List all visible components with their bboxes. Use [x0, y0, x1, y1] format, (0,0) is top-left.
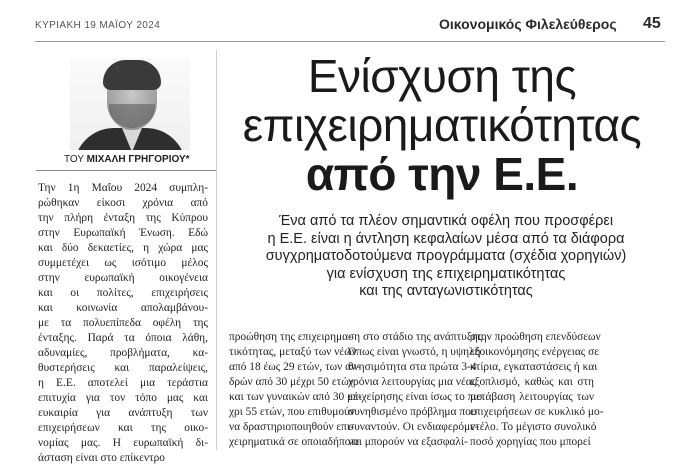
byline-prefix: ΤΟΥ — [64, 154, 84, 165]
column-line: συνηθισμένο πρόβλημα που — [348, 406, 477, 418]
column-line: αδυναμίες, προβλήματα, κα- — [38, 347, 208, 359]
headline-line-2: επιχειρηματικότητας — [242, 99, 642, 151]
header-date: ΚΥΡΙΑΚΗ 19 ΜΑΪΟΥ 2024 — [35, 20, 161, 31]
column-line: δρών από 30 μέχρι 50 ετών — [229, 376, 354, 388]
column-line: στην Ευρωπαϊκή Ένωση. Εδώ — [38, 227, 208, 239]
headline — [222, 52, 662, 199]
column-line: τικότητας, μεταξύ των νέων — [229, 346, 357, 358]
column-line: ρώθηκαν είκοσι χρόνια από — [38, 197, 208, 209]
column-line: συναντούν. Οι ενδιαφερόμε- — [348, 421, 479, 433]
article-column-2 — [229, 330, 362, 450]
column-line: εξοπλισμό, καθώς και στη — [470, 376, 594, 388]
column-line: και κοινωνία απολαμβάνου- — [38, 302, 208, 314]
column-line: επιχειρήσεων σε κυκλικό μο- — [470, 406, 604, 418]
page-number: 45 — [643, 15, 661, 32]
column-line: προώθηση της επιχειρημα- — [229, 331, 352, 343]
column-line: επιχειρήσεων και της οικο- — [38, 422, 208, 434]
column-divider — [216, 50, 217, 450]
column-line: Την 1η Μαΐου 2024 συμπλη- — [38, 182, 208, 194]
byline-author: ΜΙΧΑΛΗ ΓΡΗΓΟΡΙΟΥ* — [86, 154, 190, 165]
headline-line-1: Ενίσχυση της — [307, 50, 577, 102]
column-line: νοι μπορούν να εξασφαλί- — [348, 436, 468, 448]
column-line: θυστερήσεις και παραλείψεις, — [38, 362, 208, 374]
column-line: και οι πολίτες, επιχειρήσεις — [38, 287, 208, 299]
column-line: επιχείρησης είναι ίσως το πιο — [348, 391, 483, 403]
subhead-line-2: η Ε.Ε. είναι η άντληση κεφαλαίων μέσα από τα διάφορα — [267, 230, 625, 247]
column-line: ένταξης. Παρά τα όποια λάθη, — [38, 332, 208, 344]
header-rule — [35, 41, 665, 42]
column-line: η Ε.Ε. αποτελεί μια τεράστια — [38, 377, 208, 389]
byline-rule — [36, 170, 216, 171]
column-line: στην ευρωπαϊκή οικογένεια — [38, 272, 208, 284]
column-line: ντέλο. Το μέγιστο συνολικό — [470, 421, 597, 433]
byline — [64, 154, 190, 165]
headline-line-3: από την Ε.Ε. — [305, 148, 579, 200]
column-line: μετάβαση λειτουργίας των — [470, 391, 594, 403]
column-line: ποσό χορηγίας που μπορεί — [470, 436, 591, 448]
subheadline — [236, 213, 656, 301]
column-line: στην προώθηση επενδύσεων — [470, 331, 601, 343]
column-line: θνησιμότητα στα πρώτα 3-4 — [348, 361, 477, 373]
subhead-line-3: συγχρηματοδοτούμενα προγράμματα (σχέδια χορηγιών) — [265, 248, 627, 264]
article-column-3 — [348, 330, 486, 450]
column-line: να δραστηριοποιηθούν επι- — [229, 421, 354, 433]
column-line: άσταση είναι στο επίκεντρο — [38, 452, 165, 464]
column-line: χειρηματικά σε οποιαδήποτε — [229, 436, 360, 448]
column-line: επιτυχία για τον τόπο μας και — [38, 392, 208, 404]
column-line: χρι 55 ετών, που επιθυμούν — [229, 406, 355, 418]
article-column-4 — [470, 330, 604, 450]
column-line: νομίας μας. Η ευρωπαϊκή δι- — [38, 437, 208, 449]
column-line: την πλήρη ένταξη της Κύπρου — [38, 212, 208, 224]
column-line: Όπως είναι γνωστό, η υψηλή — [348, 346, 481, 358]
article-column-1 — [38, 181, 208, 466]
column-line: εξοικονόμησης ενέργειας σε — [470, 346, 600, 358]
column-line: ση στο στάδιο της ανάπτυξης. — [348, 331, 486, 343]
subhead-line-4: για ενίσχυση της επιχειρηματικότητας — [326, 265, 566, 282]
subhead-line-5: και της ανταγωνιστικότητας — [359, 283, 533, 299]
column-line: κτίρια, εγκαταστάσεις ή και — [470, 361, 598, 373]
newspaper-title: Οικονομικός Φιλελεύθερος — [439, 16, 617, 32]
column-line: και δύο δεκαετίες, η χώρα μας — [38, 242, 208, 254]
column-line: ευκαιρία για ανάπτυξη των — [38, 407, 208, 419]
column-line: και των γυναικών από 30 μέ- — [229, 391, 362, 403]
subhead-line-1: Ένα από τα πλέον σημαντικά οφέλη που προσφέρει — [278, 213, 614, 229]
column-line: χρόνια λειτουργίας μια νέας — [348, 376, 477, 388]
column-line: συμμετέχει ως ισότιμο μέλος — [38, 257, 208, 269]
column-line: με τα πολυεπίπεδα οφέλη της — [38, 317, 208, 329]
column-line: από 18 έως 29 ετών, των αν- — [229, 361, 361, 373]
author-portrait — [70, 58, 190, 150]
